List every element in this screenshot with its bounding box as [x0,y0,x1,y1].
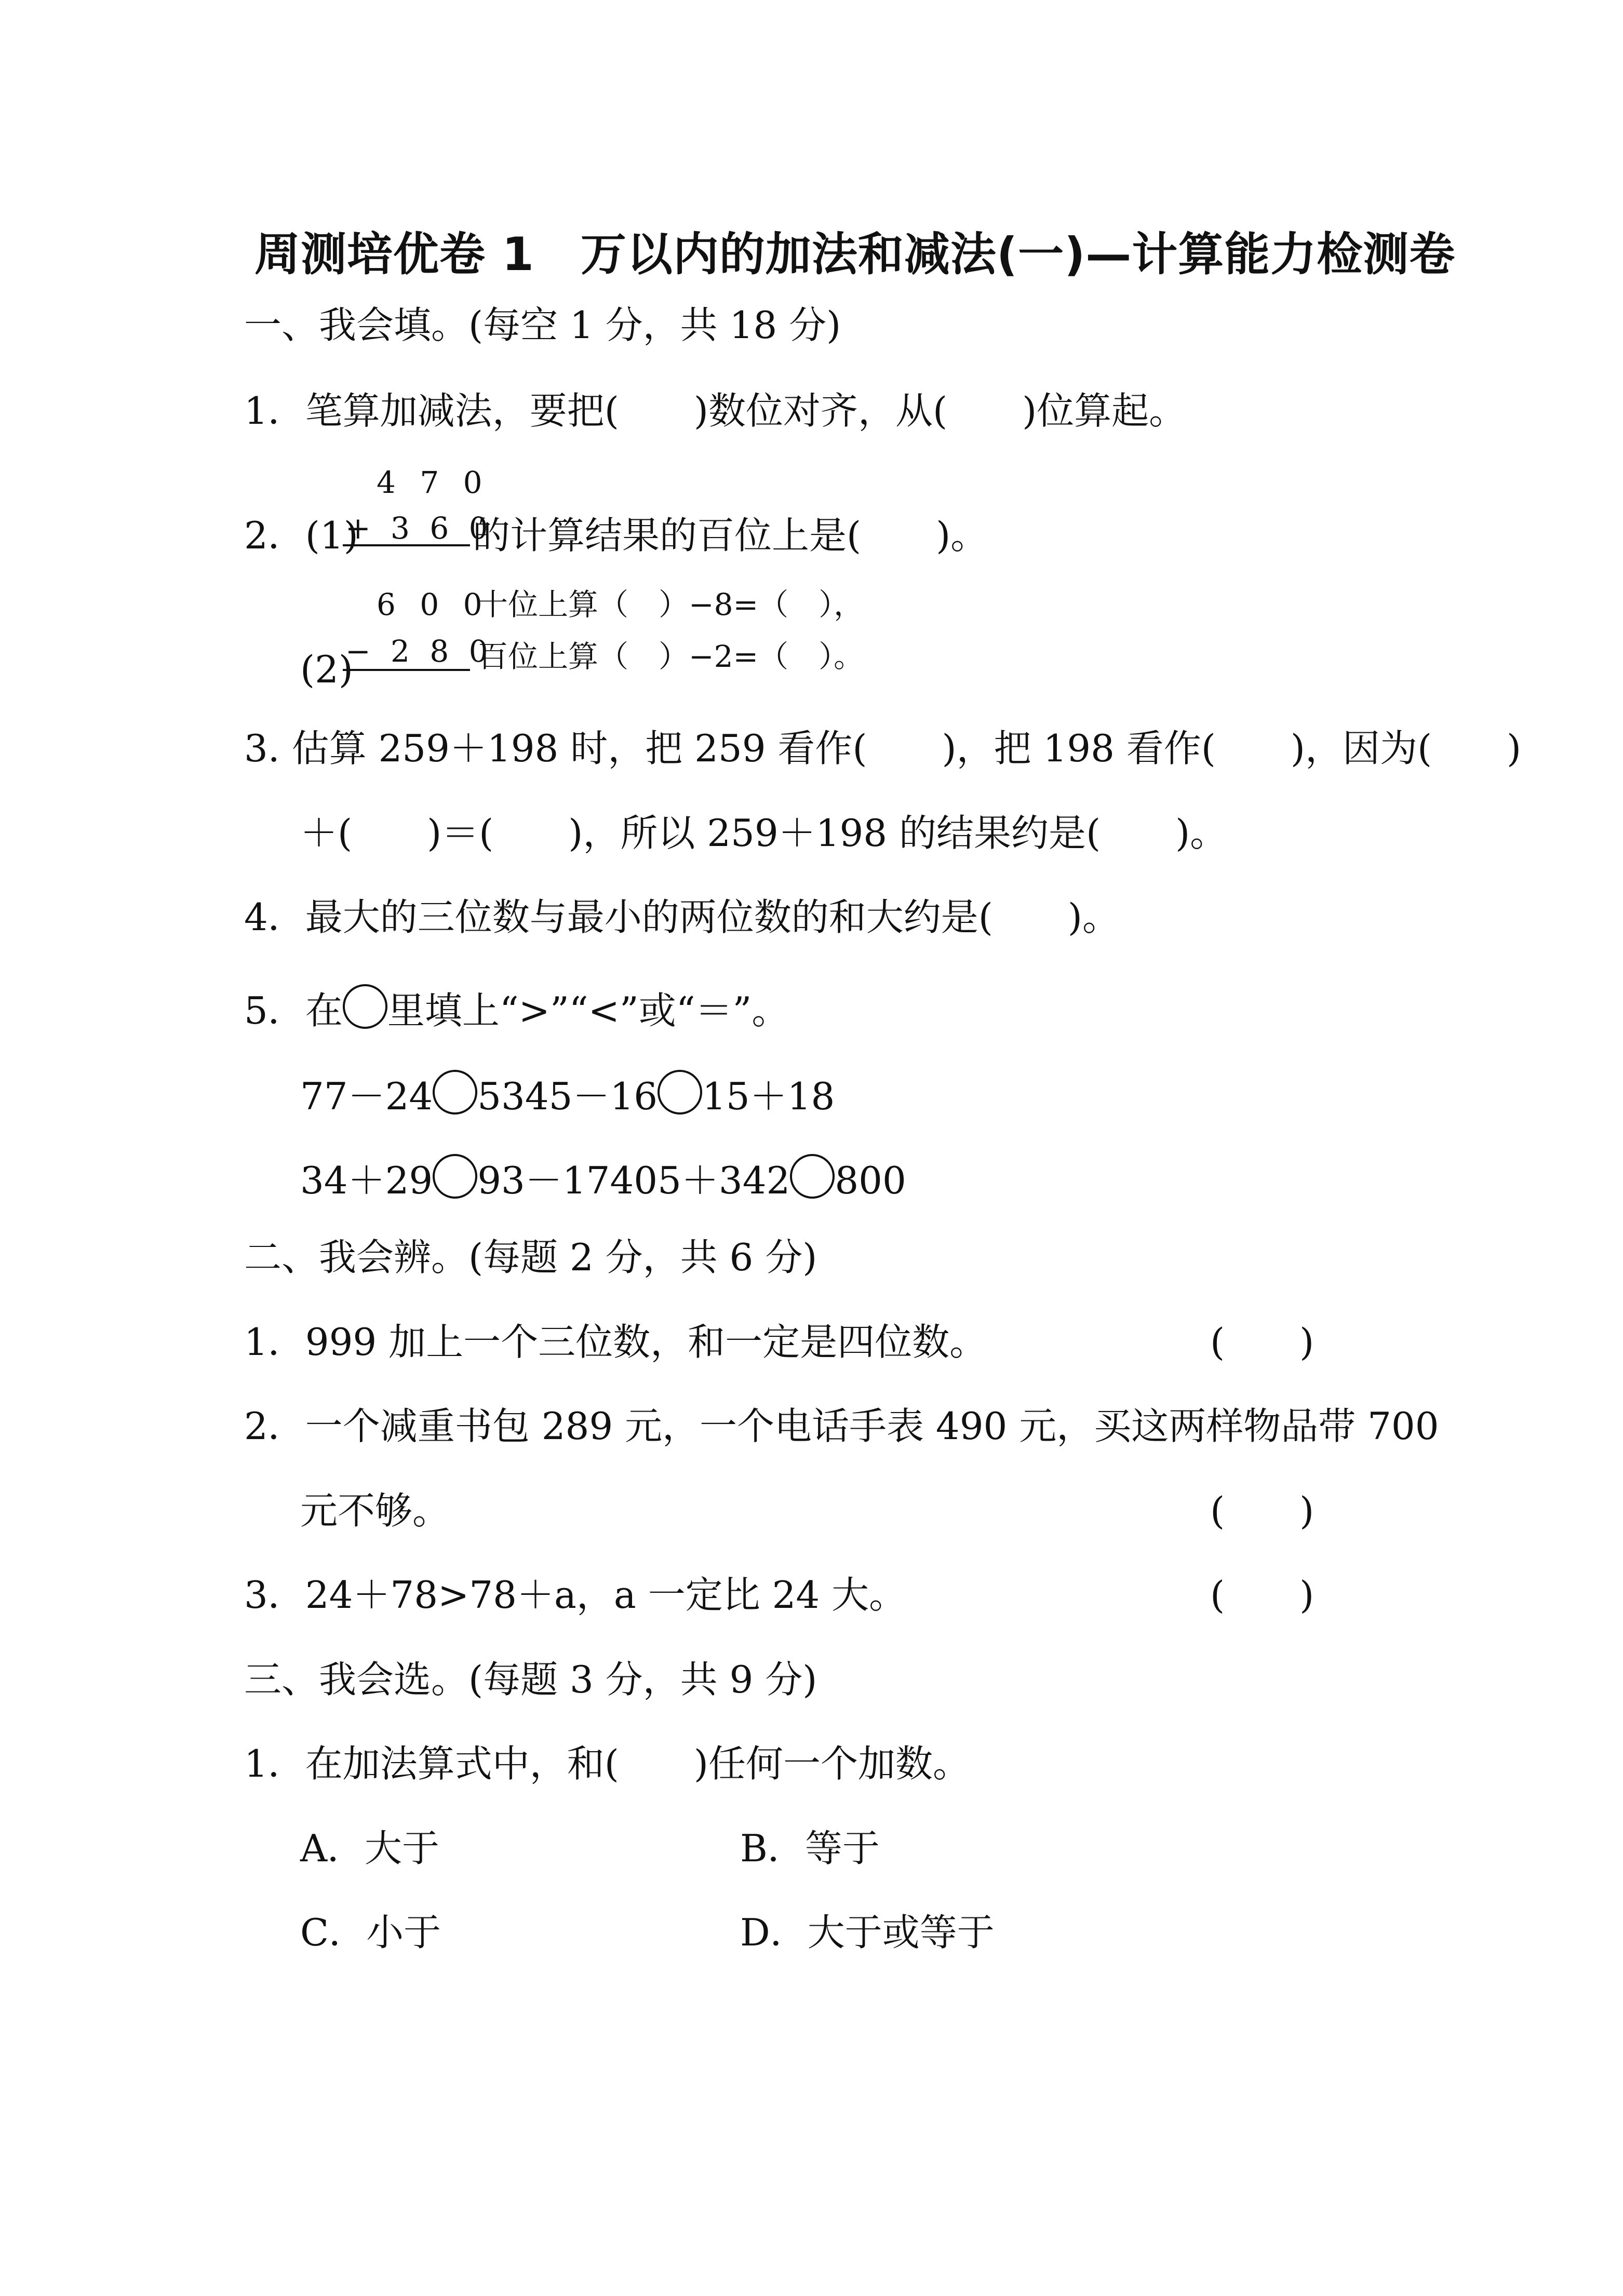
q5-prefix: 5．在 [244,989,343,1032]
compare-expr: 34＋29 [300,1159,433,1202]
q2a-sum-line [343,544,470,546]
s2-q3-answer-bracket[interactable]: ( ) [1210,1573,1315,1617]
compare-expr: 93－17405＋342 [477,1159,790,1202]
q2b-bottom-number: − 2 8 0 [345,634,493,669]
q5-suffix: 里填上“>”“<”或“＝”。 [387,989,789,1032]
comparison-row-2 [300,1154,906,1202]
s2-q2-answer-bracket[interactable]: ( ) [1210,1489,1315,1533]
q2a-top-number: 4 7 0 [377,465,490,500]
q2b-prefix: (2) [300,648,353,691]
option-c[interactable]: C．小于 [300,1911,441,1954]
blank-circle [343,984,387,1029]
s1-question-5-instruction [244,984,789,1032]
page-title: 周测培优卷 1 万以内的加法和减法(一)—计算能力检测卷 [254,227,1456,281]
compare-expr: 5345－16 [477,1075,658,1118]
compare-blank-circle[interactable] [658,1070,702,1115]
s1-question-3-line-1: 3. 估算 259＋198 时，把 259 看作( )，把 198 看作( )，因为( ) [244,727,1522,770]
compare-blank-circle[interactable] [433,1154,477,1199]
s2-q1-answer-bracket[interactable]: ( ) [1210,1320,1315,1364]
section-3-heading: 三、我会选。(每题 3 分，共 9 分) [244,1658,817,1701]
option-d[interactable]: D．大于或等于 [740,1911,995,1954]
s1-question-1: 1．笔算加减法，要把( )数位对齐，从( )位算起。 [244,389,1187,433]
option-a[interactable]: A．大于 [300,1827,439,1870]
s2-question-2-line-1: 2．一个减重书包 289 元，一个电话手表 490 元，买这两样物品带 700 [244,1404,1439,1448]
s2-question-3: 3．24＋78>78＋a，a 一定比 24 大。 [244,1573,907,1617]
compare-expr: 800 [835,1159,906,1202]
q2a-prefix: 2．(1) [244,514,358,557]
s2-question-2-line-2: 元不够。 [300,1489,450,1533]
s1-question-3-line-2: ＋( )＝( )，所以 259＋198 的结果约是( )。 [300,811,1228,855]
section-1-heading: 一、我会填。(每空 1 分，共 18 分) [244,303,841,347]
q2b-top-number: 6 0 0 [377,587,490,622]
s1-question-4: 4．最大的三位数与最小的两位数的和大约是( )。 [244,895,1120,939]
compare-expr: 77－24 [300,1075,433,1118]
q2a-bottom-number: + 3 6 0 [345,511,493,546]
q2b-hundreds-hint: 百位上算（ ）−2=（ ）。 [478,639,864,674]
compare-expr: 15＋18 [702,1075,835,1118]
s3-question-1: 1．在加法算式中，和( )任何一个加数。 [244,1742,970,1785]
comparison-row-1 [300,1070,835,1118]
compare-blank-circle[interactable] [433,1070,477,1115]
s2-question-1: 1．999 加上一个三位数，和一定是四位数。 [244,1320,987,1364]
q2b-tens-hint: 十位上算（ ）−8=（ ）， [478,587,864,622]
q2a-text: 的计算结果的百位上是( )。 [473,514,988,557]
q2b-difference-line [343,669,470,671]
compare-blank-circle[interactable] [790,1154,835,1199]
option-b[interactable]: B．等于 [740,1827,880,1870]
section-2-heading: 二、我会辨。(每题 2 分，共 6 分) [244,1236,817,1279]
